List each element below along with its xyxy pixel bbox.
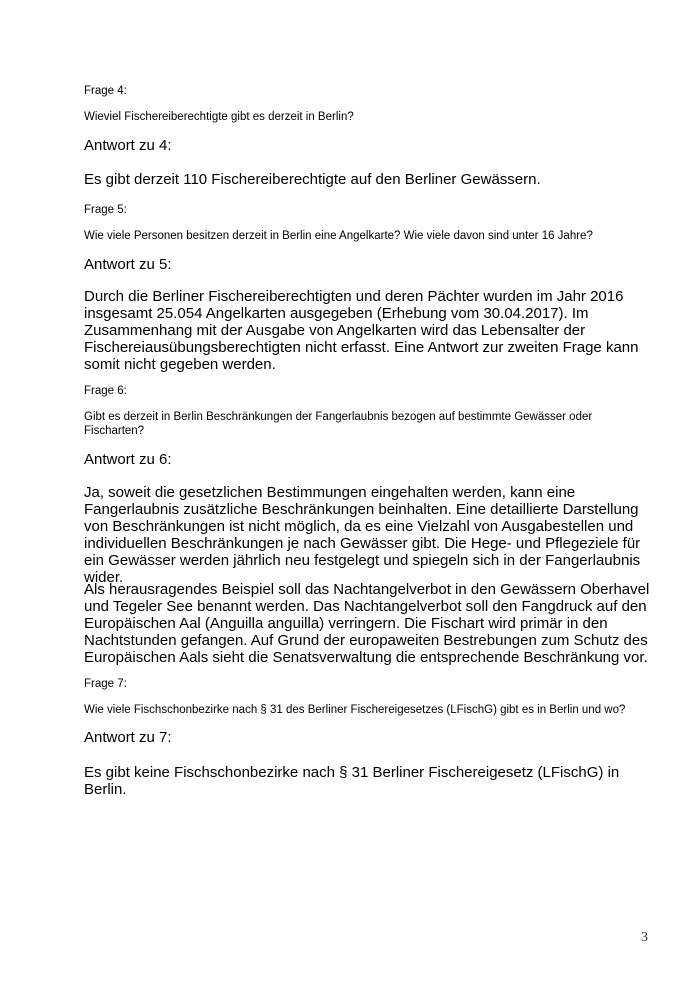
frage-6-label: Frage 6:	[84, 385, 127, 397]
antwort-5-heading: Antwort zu 5:	[84, 256, 172, 273]
antwort-6-heading: Antwort zu 6:	[84, 451, 172, 468]
frage-7-question: Wie viele Fischschonbezirke nach § 31 des Berliner Fischereigesetzes (LFischG) gibt es in Berlin und wo?	[84, 704, 626, 716]
antwort-7-heading: Antwort zu 7:	[84, 729, 172, 746]
page-number: 3	[641, 930, 648, 945]
frage-6-question: Gibt es derzeit in Berlin Beschränkungen der Fangerlaubnis bezogen auf bestimmte Gewässer oder Fischarten?	[84, 411, 593, 437]
antwort-4-paragraph: Es gibt derzeit 110 Fischereiberechtigte auf den Berliner Gewässern.	[84, 171, 541, 188]
antwort-7-paragraph: Es gibt keine Fischschonbezirke nach § 31 Berliner Fischereigesetz (LFischG) in Berlin.	[84, 764, 620, 798]
antwort-6-paragraph-2: Als herausragendes Beispiel soll das Nachtangelverbot in den Gewässern Oberhavel und Tegeler See benannt werden. Das Nachtangelverbot soll den Fangdruck auf den Europäischen Aal (Anguilla anguilla) verringern. Die Fischart wird primär in den Nachtstunden gefangen. Auf Grund der europaweiten Bestrebungen zum Schutz des Europäischen Aals sieht die Senatsverwaltung die entsprechende Beschränkung vor.	[84, 581, 650, 666]
frage-7-label: Frage 7:	[84, 678, 127, 690]
antwort-6-paragraph-1: Ja, soweit die gesetzlichen Bestimmungen eingehalten werden, kann eine Fangerlaubnis zusätzliche Beschränkungen beinhalten. Eine detaillierte Darstellung von Beschränkungen ist nicht möglich, da es eine Vielzahl von Ausgabestellen und individuellen Beschränkungen je nach Gewässer gibt. Die Hege- und Pflegeziele für ein Gewässer werden jährlich neu festgelegt und spiegeln sich in der Fangerlaubnis wider.	[84, 484, 641, 586]
antwort-5-paragraph: Durch die Berliner Fischereiberechtigten und deren Pächter wurden im Jahr 2016 insgesamt 25.054 Angelkarten ausgegeben (Erhebung vom 30.04.2017). Im Zusammenhang mit der Ausgabe von Angelkarten wird das Lebensalter der Fischereiausübungsberechtigten nicht erfasst. Eine Antwort zur zweiten Frage kann somit nicht gegeben werden.	[84, 288, 639, 373]
frage-5-question: Wie viele Personen besitzen derzeit in Berlin eine Angelkarte? Wie viele davon sind unter 16 Jahre?	[84, 230, 593, 242]
antwort-4-heading: Antwort zu 4:	[84, 137, 172, 154]
frage-5-label: Frage 5:	[84, 204, 127, 216]
frage-4-label: Frage 4:	[84, 85, 127, 97]
frage-4-question: Wieviel Fischereiberechtigte gibt es derzeit in Berlin?	[84, 111, 354, 123]
